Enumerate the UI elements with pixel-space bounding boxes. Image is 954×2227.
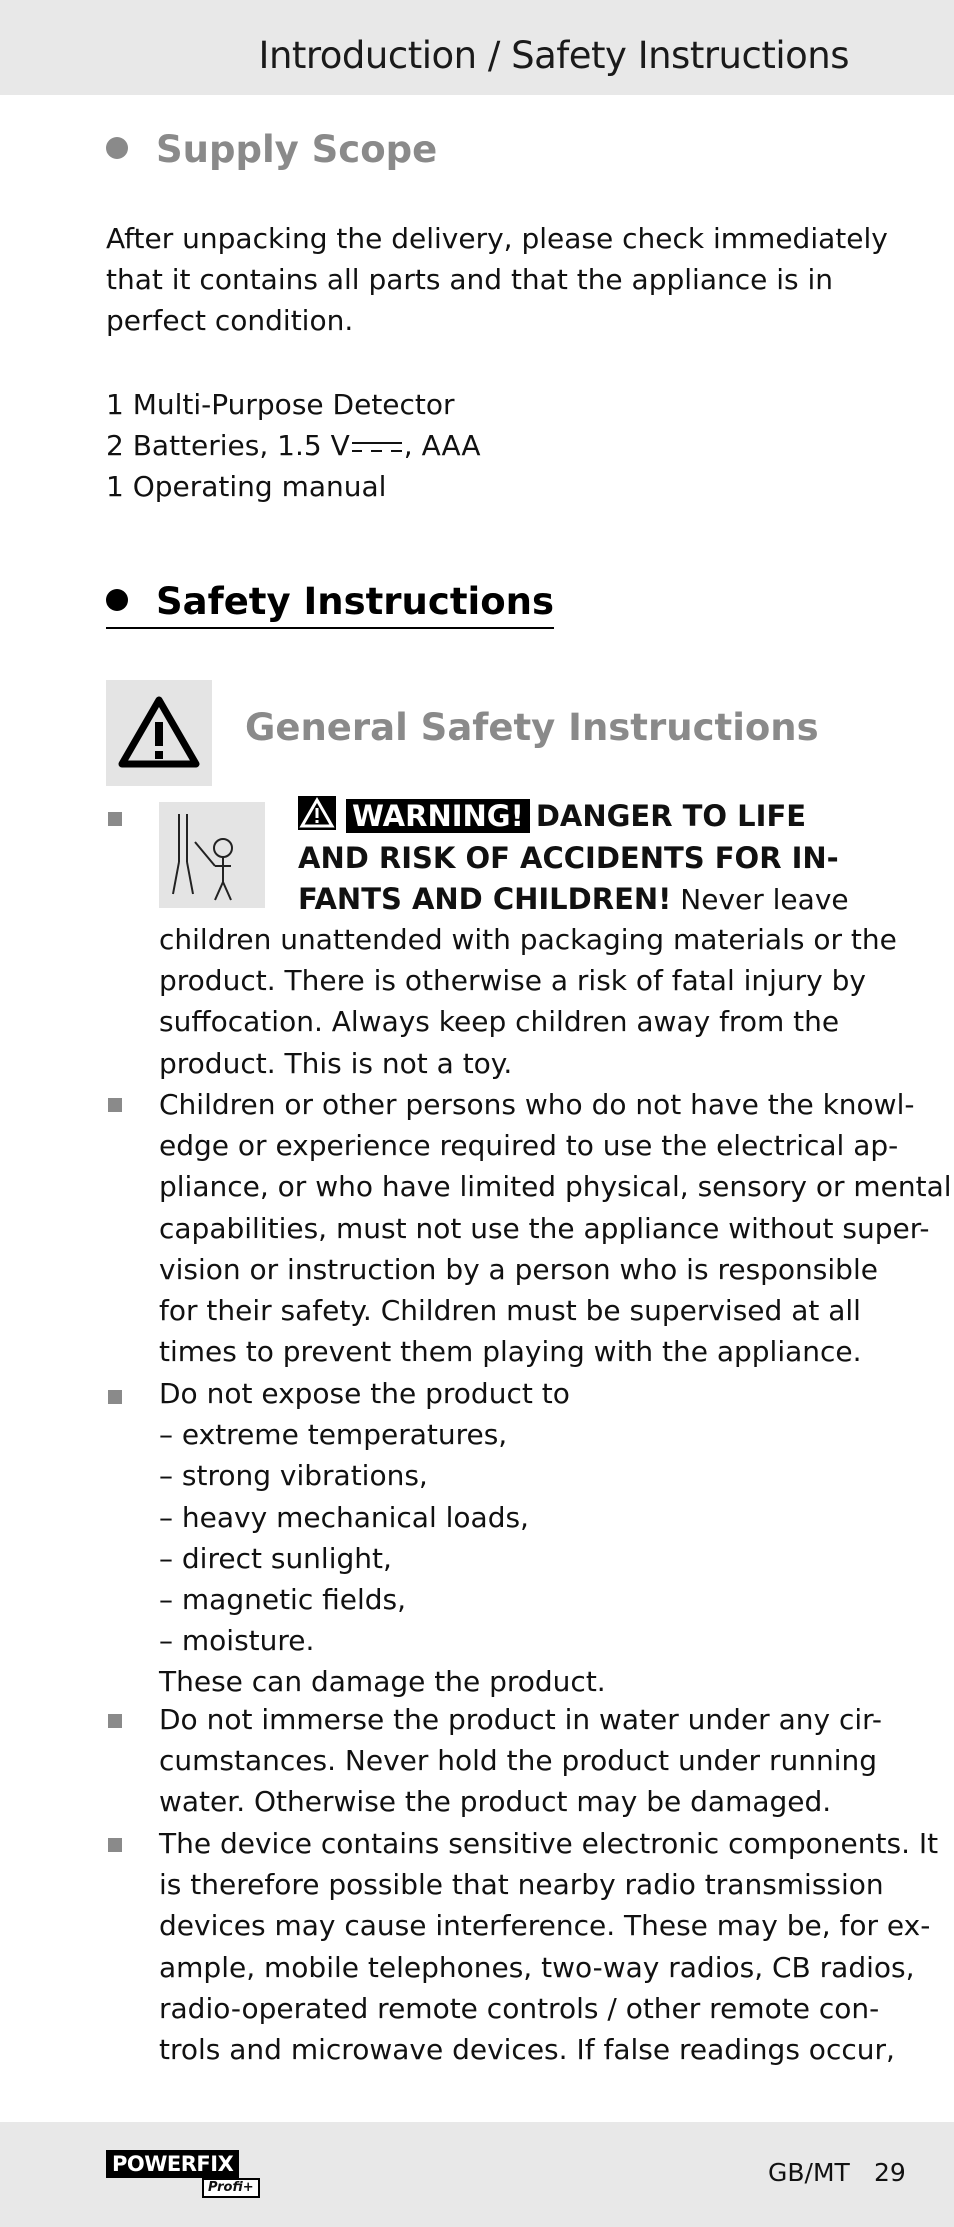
list-item-batteries: 2 Batteries, 1.5 V , AAA	[106, 429, 481, 462]
child-safety-icon	[159, 802, 265, 908]
supply-scope-intro	[106, 218, 888, 341]
safety-instructions-heading: Safety Instructions	[106, 580, 554, 629]
warning-body: children unattended with packaging materials or the product. There is otherwise a risk of fatal injury by suffocation. Always keep children away from the product. This is not a toy.	[159, 923, 897, 1080]
region-code: GB/MT	[768, 2158, 850, 2187]
general-safety-heading: General Safety Instructions	[245, 706, 819, 749]
bullet-dot-icon	[106, 137, 128, 159]
exposure-paragraph: Do not expose the product to – extreme temperatures, – strong vibrations, – heavy mechanical loads, – direct sunlight, – magnetic fields, – moisture. These can damage the product.	[159, 1377, 606, 1699]
list-bullet	[108, 812, 122, 826]
page-number: 29	[874, 2158, 906, 2187]
page-header	[0, 0, 954, 95]
intro-line: that it contains all parts and that the appliance is in	[106, 263, 834, 296]
list-item-manual: 1 Operating manual	[106, 470, 387, 503]
bullet-dot-icon	[106, 589, 128, 611]
warning-triangle-small-icon	[298, 796, 336, 830]
direct-current-icon	[350, 437, 404, 457]
list-bullet	[108, 1838, 122, 1852]
powerfix-logo: POWERFIX Profi+	[106, 2152, 239, 2176]
intro-line: After unpacking the delivery, please check immediately	[106, 222, 888, 255]
warning-triangle-icon	[106, 680, 212, 786]
list-bullet	[108, 1390, 122, 1404]
children-paragraph: Children or other persons who do not have the knowl- edge or experience required to use the electrical ap- pliance, or who have limited physical, sensory or mental capabilities, must not use the appliance without super- vision or instruction by a person who is responsible for their safety. Children must be supervised at all times to prevent them playing with the appliance.	[159, 1088, 952, 1369]
device-paragraph: The device contains sensitive electronic components. It is therefore possible that nearby radio transmission devices may cause interference. These may be, for ex- ample, mobile telephones, two-way radios, CB radios, radio-operated remote controls / other remote con- trols and microwave devices. If false readings occur,	[159, 1827, 939, 2067]
intro-line: perfect condition.	[106, 304, 354, 337]
water-paragraph: Do not immerse the product in water under any cir- cumstances. Never hold the product under running water. Otherwise the product may be damaged.	[159, 1703, 882, 1819]
warning-heading: WARNING! DANGER TO LIFE AND RISK OF ACCIDENTS FOR IN- FANTS AND CHILDREN! Never leave	[298, 796, 849, 921]
list-bullet	[108, 1098, 122, 1112]
list-bullet	[108, 1714, 122, 1728]
supply-scope-list	[106, 384, 481, 507]
page-title: Introduction / Safety Instructions	[258, 34, 849, 77]
supply-scope-heading: Supply Scope	[106, 128, 437, 171]
warning-tag: WARNING!	[346, 799, 530, 833]
list-item-detector: 1 Multi-Purpose Detector	[106, 388, 455, 421]
